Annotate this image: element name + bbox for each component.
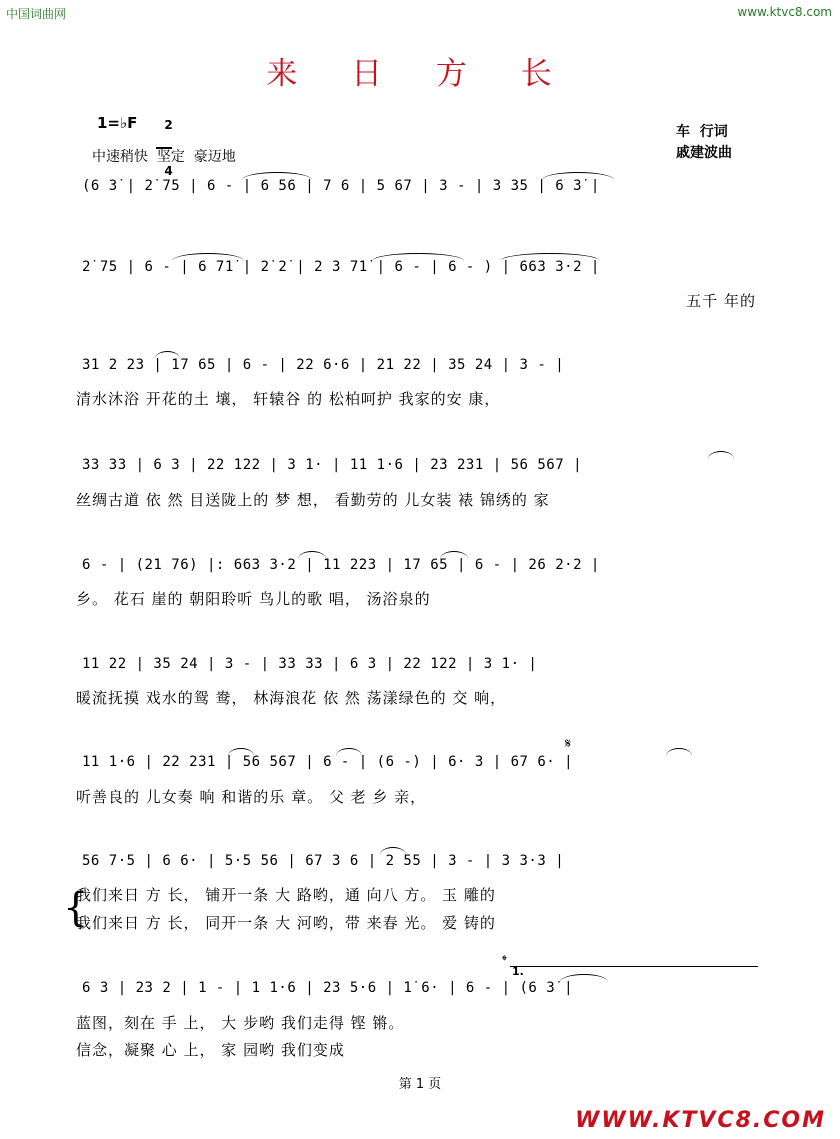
slur-mark (440, 551, 468, 559)
coda-sign: 𝄌 (502, 953, 507, 969)
verse-brace: { (63, 885, 89, 931)
lyric-line-7: 听善良的 儿女奏 响 和谐的乐 章。 父 老 乡 亲， (76, 788, 427, 806)
slur-mark (336, 748, 362, 756)
lyric-line-9a: 蓝图，刻在 手 上， 大 步哟 我们走得 铿 锵。 (76, 1014, 405, 1032)
slur-mark (500, 253, 600, 261)
tempo-marking: 中速稍快 坚定 豪迈地 (92, 149, 236, 165)
score-line-7: 11 1·6 | 22 231 | 56 567 | 6 - | (6 -) | 6· 3 | 67 6· | (82, 754, 574, 770)
slur-mark (155, 351, 180, 359)
key-signature: 1=♭F (97, 114, 138, 132)
lyric-line-3: 清水沐浴 开花的土 壤， 轩辕谷 的 松柏呵护 我家的安 康， (76, 390, 501, 408)
score-line-5: 6 - | (21 76) |: 663 3·2 | 11 223 | 17 65 | 6 - | 26 2·2 | (82, 557, 600, 573)
slur-mark (666, 748, 692, 756)
segno-sign: 𝄋 (565, 736, 572, 752)
slur-mark (172, 253, 244, 261)
score-line-4: 33 33 | 6 3 | 22 122 | 3 1· | 11 1·6 | 23 231 | 56 567 | (82, 457, 583, 473)
volta-bracket (510, 966, 758, 967)
slur-mark (228, 748, 254, 756)
score-line-8: 56 7·5 | 6 6· | 5·5 56 | 67 3 6 | 2 55 | 3 - | 3 3·3 | (82, 853, 565, 869)
page-number: 第 1 页 (398, 1077, 442, 1092)
slur-mark (372, 253, 464, 261)
slur-mark (380, 847, 406, 855)
time-signature (156, 104, 172, 178)
score-line-1: (6 3̇ | 2̇ 75 | 6 - | 6 56 | 7 6 | 5 67 | 3 - | 3 35 | 6 3̇ | (82, 178, 600, 194)
time-denominator: 4 (164, 164, 173, 178)
lyric-line-5: 乡。 花石 崖的 朝阳聆听 鸟儿的歌 唱， 汤浴泉的 (76, 590, 431, 608)
site-name-left[interactable]: 中国词曲网 (6, 7, 67, 21)
slur-mark (560, 974, 608, 982)
song-title: 来 日 方 长 (266, 56, 574, 92)
volta-label: 1. (512, 965, 524, 978)
score-line-3: 31 2 23 | 17 65 | 6 - | 22 6·6 | 21 22 | 35 24 | 3 - | (82, 357, 565, 373)
slur-mark (298, 551, 326, 559)
time-numerator: 2 (164, 118, 173, 132)
lyric-line-4: 丝绸古道 依 然 目送陇上的 梦 想， 看勤劳的 儿女装 裱 锦绣的 家 (76, 491, 550, 509)
slur-mark (542, 172, 614, 180)
lyric-line-8a: 我们来日 方 长， 铺开一条 大 路哟，通 向八 方。 玉 雕的 (76, 886, 496, 904)
slur-mark (242, 172, 312, 180)
lyric-line-2: 五千 年的 (686, 292, 756, 310)
site-url-right[interactable]: www.ktvc8.com (737, 5, 832, 19)
composer-credit: 戚建波曲 (676, 145, 732, 161)
score-line-9: 6 3 | 23 2 | 1 - | 1 1·6 | 23 5·6 | 1̇ 6· | 6 - | (6 3̇ | (82, 980, 574, 996)
score-line-2: 2̇ 75 | 6 - | 6 71̇ | 2̇ 2̇ | 2 3 71̇ | 6 - | 6 - ) | 663 3·2 | (82, 259, 600, 275)
lyric-line-6: 暖流抚摸 戏水的鸳 鸯， 林海浪花 依 然 荡漾绿色的 交 响， (76, 689, 507, 707)
lyric-line-9b: 信念，凝聚 心 上， 家 园哟 我们变成 (76, 1041, 345, 1059)
lyric-line-8b: 我们来日 方 长， 同开一条 大 河哟，带 来春 光。 爱 铸的 (76, 914, 496, 932)
lyricist-credit: 车 行词 (676, 124, 728, 140)
watermark: WWW.KTVC8.COM (575, 1108, 826, 1133)
slur-mark (708, 451, 734, 459)
score-line-6: 11 22 | 35 24 | 3 - | 33 33 | 6 3 | 22 122 | 3 1· | (82, 656, 538, 672)
